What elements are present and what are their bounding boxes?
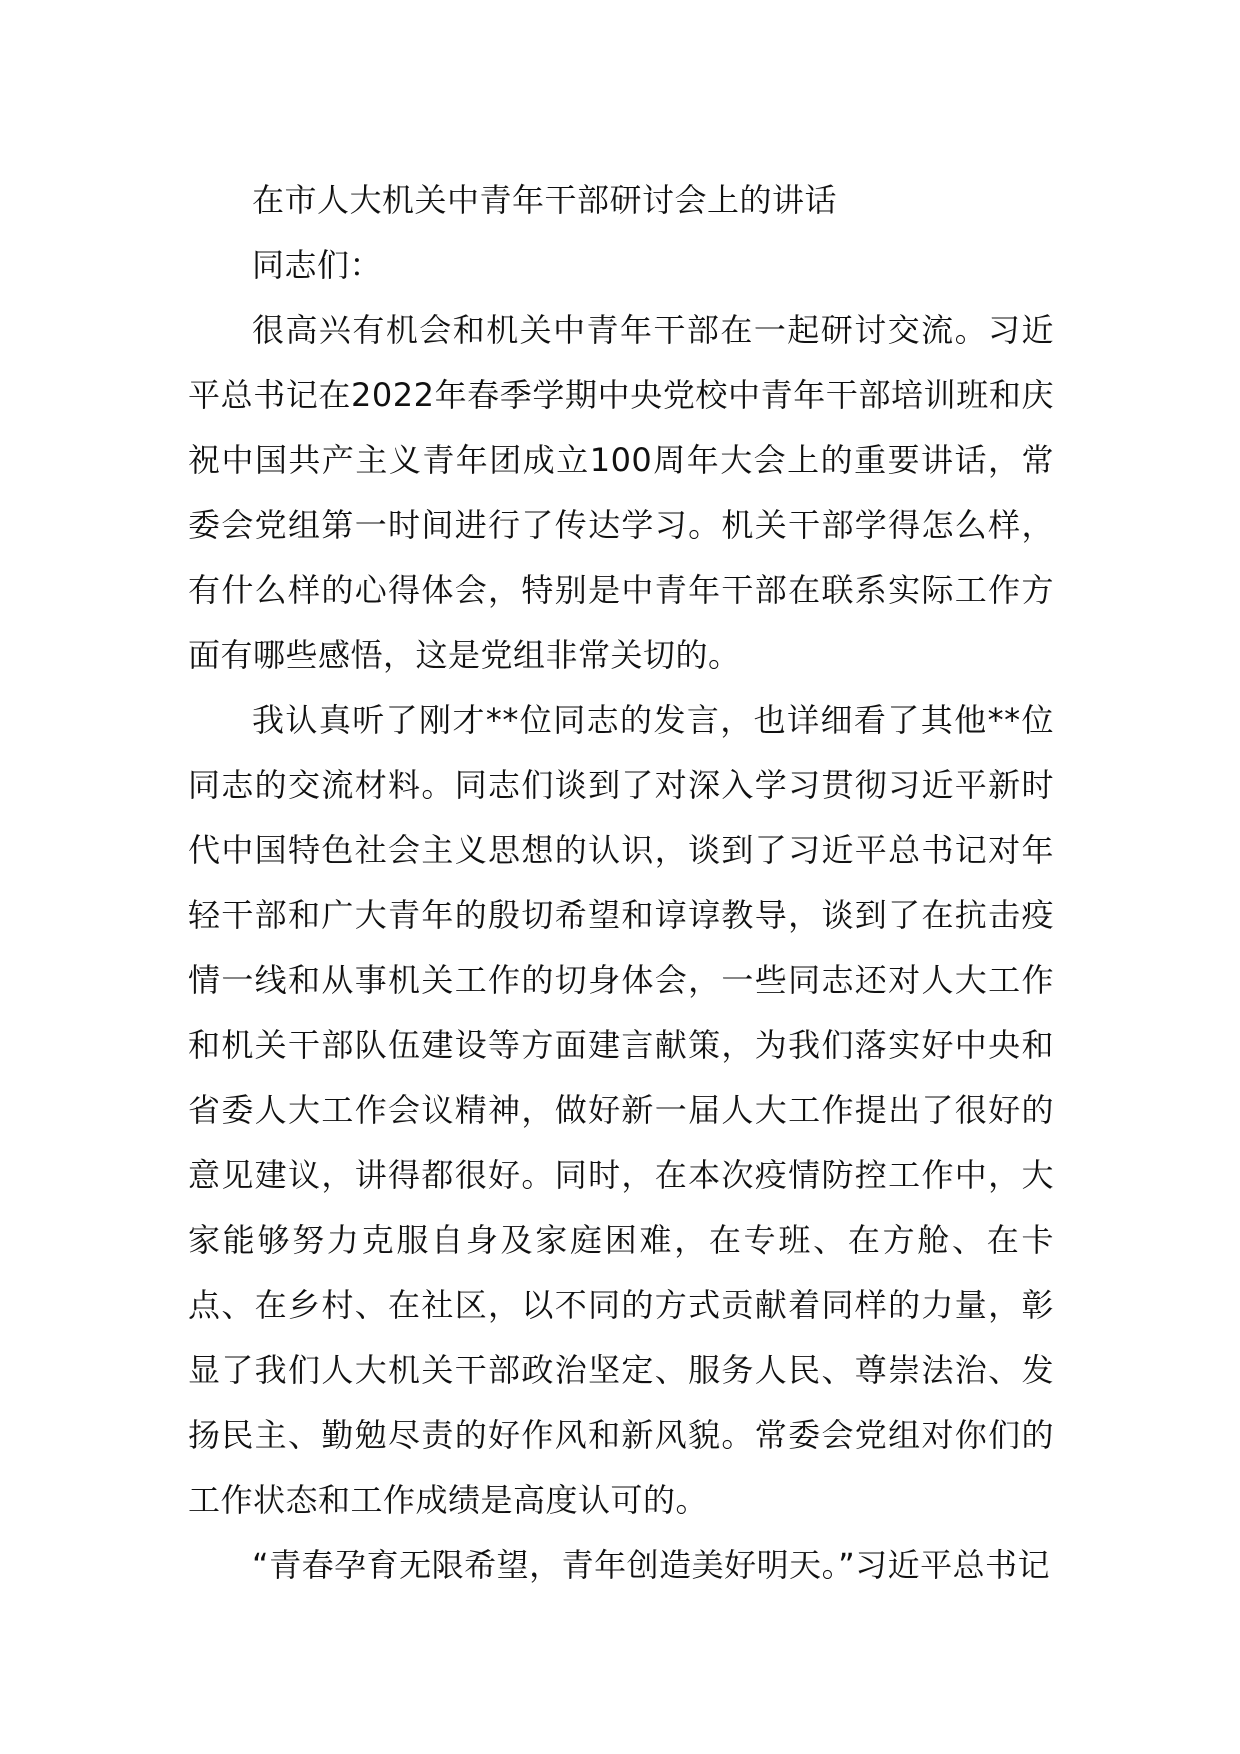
document-body bbox=[188, 168, 1054, 1598]
paragraph-2: 我认真听了刚才**位同志的发言，也详细看了其他**位同志的交流材料。同志们谈到了对深入学习贯彻习近平新时代中国特色社会主义思想的认识，谈到了习近平总书记对年轻干部和广大青年的殷切希望和谆谆教导，谈到了在抗击疫情一线和从事机关工作的切身体会，一些同志还对人大工作和机关干部队伍建设等方面建言献策，为我们落实好中央和省委人大工作会议精神，做好新一届人大工作提出了很好的意见建议，讲得都很好。同时，在本次疫情防控工作中，大家能够努力克服自身及家庭困难，在专班、在方舱、在卡点、在乡村、在社区，以不同的方式贡献着同样的力量，彰显了我们人大机关干部政治坚定、服务人民、尊崇法治、发扬民主、勤勉尽责的好作风和新风貌。常委会党组对你们的工作状态和工作成绩是高度认可的。 bbox=[188, 701, 1054, 1519]
paragraph-3: “青春孕育无限希望，青年创造美好明天。”习近平总书记 bbox=[252, 1546, 1051, 1584]
greeting: 同志们： bbox=[252, 246, 383, 284]
document-title: 在市人大机关中青年干部研讨会上的讲话 bbox=[252, 181, 838, 219]
paragraph-1: 很高兴有机会和机关中青年干部在一起研讨交流。习近平总书记在2022年春季学期中央党校中青年干部培训班和庆祝中国共产主义青年团成立100周年大会上的重要讲话，常委会党组第一时间进行了传达学习。机关干部学得怎么样，有什么样的心得体会，特别是中青年干部在联系实际工作方面有哪些感悟，这是党组非常关切的。 bbox=[188, 311, 1054, 674]
